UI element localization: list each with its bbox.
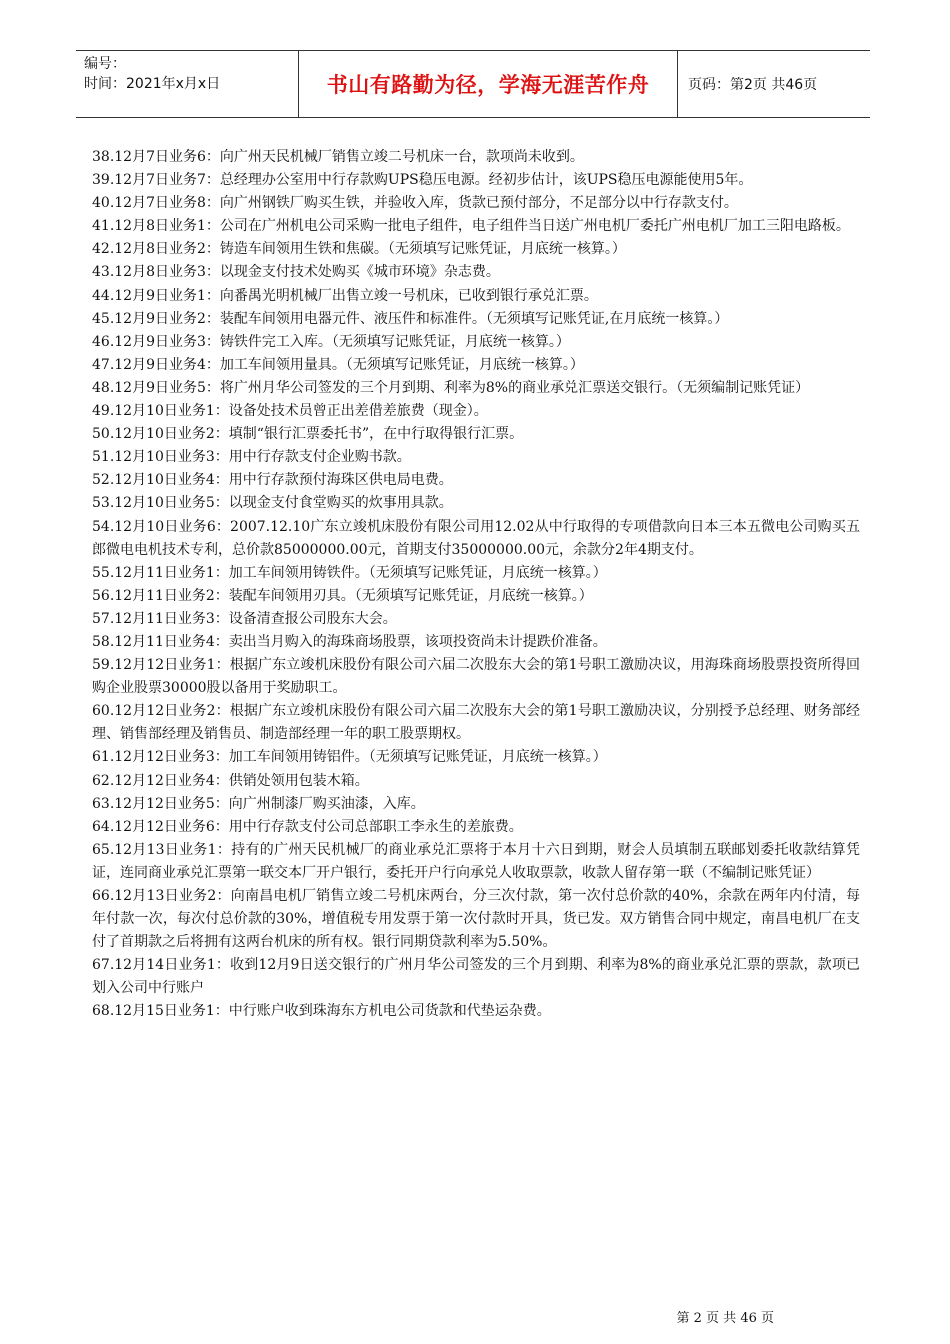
paragraph: 54.12月10日业务6：2007.12.10广东立竣机床股份有限公司用12.02从中行取得的专项借款向日本三本五微电公司购买五郎微电电机技术专利，总价款85000000.00元，首期支付35000000.00元，余款分2年4期支付。 xyxy=(92,518,860,558)
header-meta xyxy=(76,51,299,117)
document-date: 时间：2021年x月x日 xyxy=(84,76,221,92)
paragraph: 55.12月11日业务1：加工车间领用铸铁件。（无须填写记账凭证，月底统一核算。） xyxy=(92,564,607,581)
paragraph: 47.12月9日业务4：加工车间领用量具。（无须填写记账凭证，月底统一核算。） xyxy=(92,356,584,373)
paragraph: 68.12月15日业务1：中行账户收到珠海东方机电公司货款和代垫运杂费。 xyxy=(92,1003,551,1020)
paragraph: 62.12月12日业务4：供销处领用包装木箱。 xyxy=(92,772,369,789)
page-header xyxy=(76,50,870,118)
paragraph: 59.12月12日业务1：根据广东立竣机床股份有限公司六届二次股东大会的第1号职工激励决议，用海珠商场股票投资所得回购企业股票30000股以备用于奖励职工。 xyxy=(92,657,860,697)
header-motto: 书山有路勤为径，学海无涯苦作舟 xyxy=(299,51,678,117)
paragraph: 67.12月14日业务1：收到12月9日送交银行的广州月华公司签发的三个月到期、利率为8%的商业承兑汇票的票款，款项已划入公司中行账户 xyxy=(92,957,860,997)
page-footer: 第 2 页 共 46 页 xyxy=(676,1311,774,1326)
paragraph: 66.12月13日业务2：向南昌电机厂销售立竣二号机床两台，分三次付款，第一次付总价款的40%，余款在两年内付清，每年付款一次，每次付总价款的30%，增值税专用发票于第一次付款时开具，货已发。双方销售合同中规定，南昌电机厂在支付了首期款之后将拥有这两台机床的所有权。银行同期贷款利率为5.50%。 xyxy=(92,888,860,951)
paragraph: 64.12月12日业务6：用中行存款支付公司总部职工李永生的差旅费。 xyxy=(92,818,523,835)
paragraph: 52.12月10日业务4：用中行存款预付海珠区供电局电费。 xyxy=(92,472,453,489)
paragraph: 63.12月12日业务5：向广州制漆厂购买油漆，入库。 xyxy=(92,795,425,812)
header-page-info: 页码：第2页 共46页 xyxy=(688,77,818,93)
paragraph: 48.12月9日业务5：将广州月华公司签发的三个月到期、利率为8%的商业承兑汇票送交银行。（无须编制记账凭证） xyxy=(92,379,810,396)
paragraph: 65.12月13日业务1：持有的广州天民机械厂的商业承兑汇票将于本月十六日到期，财会人员填制五联邮划委托收款结算凭证，连同商业承兑汇票第一联交本厂开户银行，委托开户行向承兑人收取票款，收款人留存第一联（不编制记账凭证） xyxy=(92,841,860,881)
paragraph: 45.12月9日业务2：装配车间领用电器元件、液压件和标准件。（无须填写记账凭证,在月底统一核算。） xyxy=(92,310,729,327)
paragraph: 57.12月11日业务3：设备清查报公司股东大会。 xyxy=(92,610,397,627)
paragraph: 51.12月10日业务3：用中行存款支付企业购书款。 xyxy=(92,449,411,466)
paragraph: 42.12月8日业务2：铸造车间领用生铁和焦碳。（无须填写记账凭证，月底统一核算。） xyxy=(92,241,626,258)
paragraph: 40.12月7日业务8：向广州钢铁厂购买生铁，并验收入库，货款已预付部分，不足部分以中行存款支付。 xyxy=(92,195,738,212)
paragraph: 39.12月7日业务7：总经理办公室用中行存款购UPS稳压电源。经初步估计，该UPS稳压电源能使用5年。 xyxy=(92,172,753,189)
paragraph: 43.12月8日业务3：以现金支付技术处购买《城市环境》杂志费。 xyxy=(92,264,500,281)
paragraph: 44.12月9日业务1：向番禺光明机械厂出售立竣一号机床，已收到银行承兑汇票。 xyxy=(92,287,598,304)
paragraph: 50.12月10日业务2：填制“银行汇票委托书”，在中行取得银行汇票。 xyxy=(92,426,524,443)
paragraph: 49.12月10日业务1：设备处技术员曾正出差借差旅费（现金）。 xyxy=(92,403,488,420)
paragraph: 46.12月9日业务3：铸铁件完工入库。（无须填写记账凭证，月底统一核算。） xyxy=(92,333,570,350)
paragraph: 38.12月7日业务6：向广州天民机械厂销售立竣二号机床一台，款项尚未收到。 xyxy=(92,149,584,165)
paragraph: 60.12月12日业务2：根据广东立竣机床股份有限公司六届二次股东大会的第1号职工激励决议，分别授予总经理、财务部经理、销售部经理及销售员、制造部经理一年的职工股票期权。 xyxy=(92,703,860,743)
paragraph: 41.12月8日业务1：公司在广州机电公司采购一批电子组件，电子组件当日送广州电机厂委托广州电机厂加工三阳电路板。 xyxy=(92,218,850,235)
document-body xyxy=(92,146,860,1024)
paragraph: 56.12月11日业务2：装配车间领用刃具。（无须填写记账凭证，月底统一核算。） xyxy=(92,587,593,604)
document-number-label: 编号： xyxy=(84,56,126,72)
paragraph: 53.12月10日业务5：以现金支付食堂购买的炊事用具款。 xyxy=(92,495,453,512)
paragraph: 61.12月12日业务3：加工车间领用铸铝件。（无须填写记账凭证，月底统一核算。） xyxy=(92,749,607,766)
paragraph: 58.12月11日业务4：卖出当月购入的海珠商场股票，该项投资尚未计提跌价准备。 xyxy=(92,633,607,650)
